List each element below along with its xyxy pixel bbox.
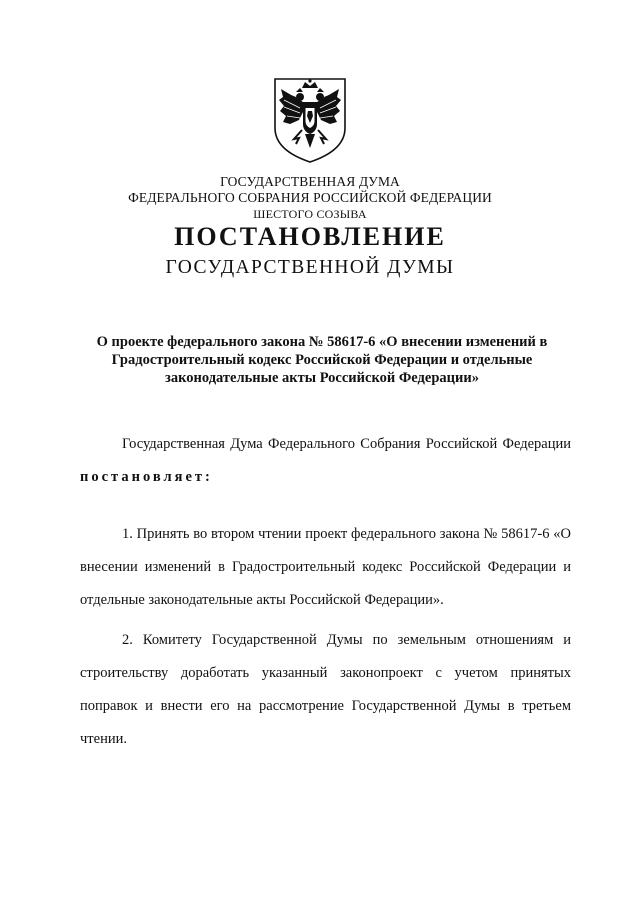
preamble-paragraph: [80, 428, 571, 494]
resolution-subject: О проекте федерального закона № 58617-6 «О внесении изменений в Градостроительный кодекс Российской Федерации и отдельные законодательные акты Российской Федерации»: [96, 334, 548, 386]
issuer-line-1: ГОСУДАРСТВЕННАЯ ДУМА: [220, 174, 400, 189]
document-title: ПОСТАНОВЛЕНИЕ: [174, 222, 446, 251]
issuer-line-2: ФЕДЕРАЛЬНОГО СОБРАНИЯ РОССИЙСКОЙ ФЕДЕРАЦИИ: [128, 190, 492, 205]
coat-of-arms-emblem-icon: [272, 76, 348, 164]
resolution-item-2: 2. Комитету Государственной Думы по земельным отношениям и строительству доработать указанный законопроект с учетом принятых поправок и внести его на рассмотрение Государственной Думы в третьем чтении.: [80, 632, 571, 747]
preamble-text: Государственная Дума Федерального Собрания Российской Федерации: [122, 436, 571, 452]
convocation-line: ШЕСТОГО СОЗЫВА: [253, 207, 367, 221]
resolves-verb: постановляет:: [80, 469, 213, 485]
resolution-item-1: 1. Принять во втором чтении проект федерального закона № 58617-6 «О внесении изменений в Градостроительный кодекс Российской Федерации и отдельные законодательные акты Российской Федерации».: [80, 526, 571, 608]
document-subtitle: ГОСУДАРСТВЕННОЙ ДУМЫ: [165, 257, 455, 278]
